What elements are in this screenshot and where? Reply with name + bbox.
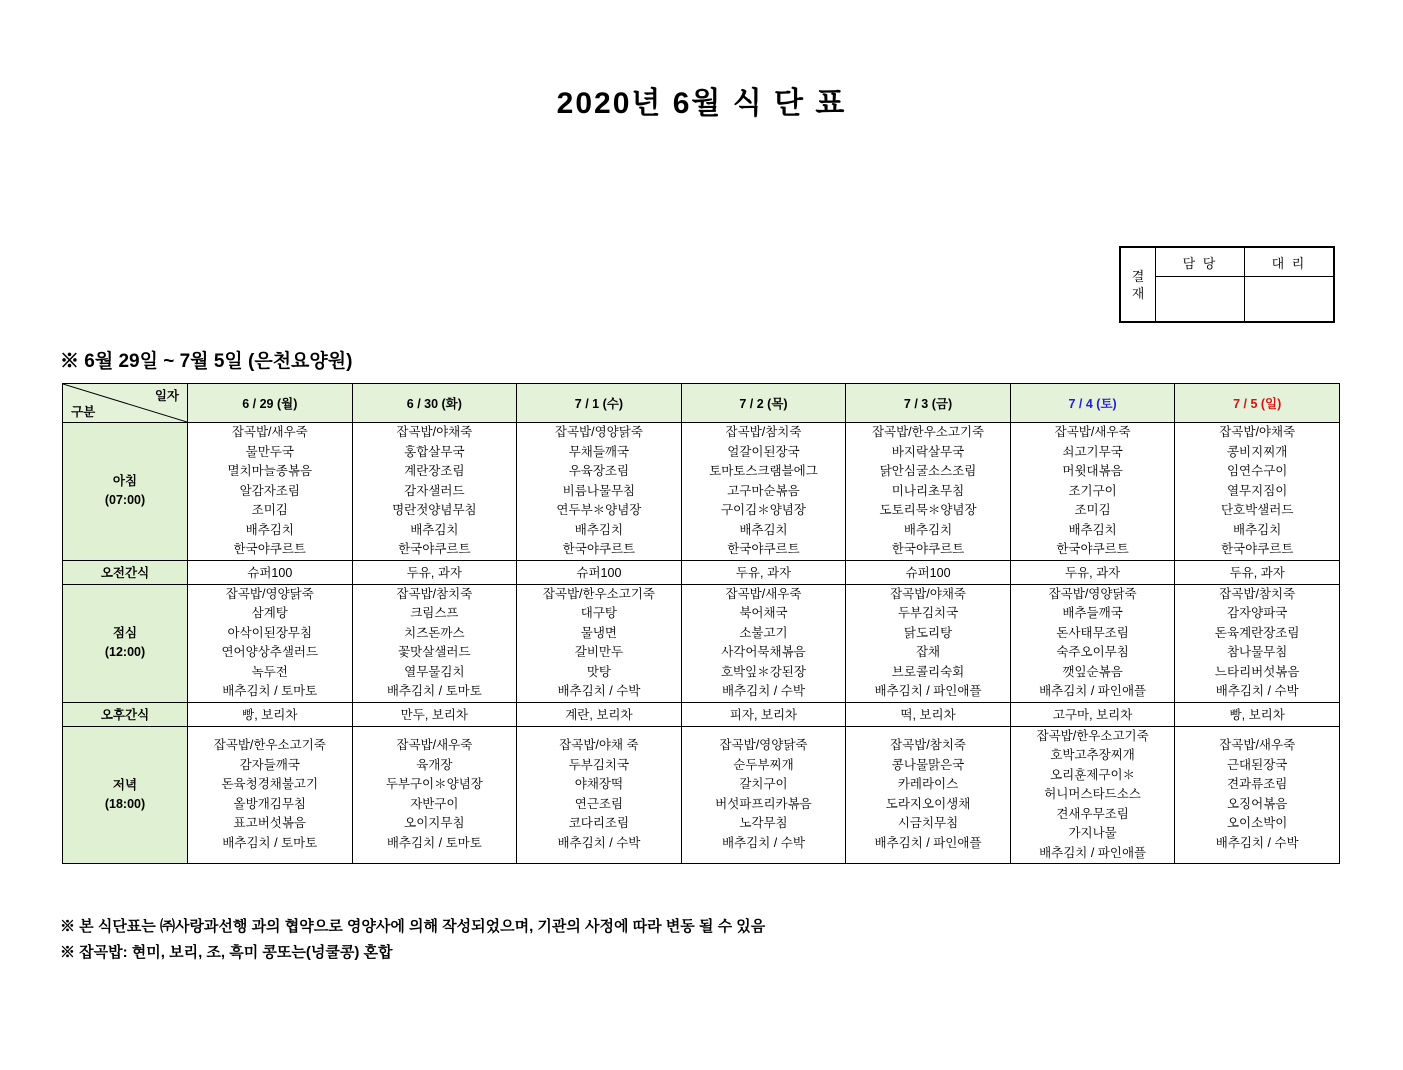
row-label-lunch-name: 점심 — [112, 626, 138, 640]
menu-table-wrapper — [62, 383, 1340, 864]
menu-cell: 잡곡밥/새우죽 물만두국 멸치마늘종볶음 알감자조림 조미김 배추김치 한국야쿠르트 — [188, 423, 353, 561]
corner-date-label: 일자 — [154, 389, 179, 403]
menu-cell: 두유, 과자 — [1175, 560, 1340, 584]
menu-cell: 슈퍼100 — [188, 560, 353, 584]
menu-cell: 잡곡밥/영양닭죽 삼계탕 아삭이된장무침 연어양상추샐러드 녹두전 배추김치 / 토마토 — [188, 584, 353, 702]
menu-cell: 잡곡밥/참치죽 크림스프 치즈돈까스 꽃맛살샐러드 열무물김치 배추김치 / 토마토 — [352, 584, 517, 702]
approval-label-line2: 재 — [1131, 285, 1145, 301]
row-label-afternoon-snack: 오후간식 — [63, 702, 188, 726]
menu-cell: 잡곡밥/새우죽 근대된장국 견과류조림 오징어볶음 오이소박이 배추김치 / 수박 — [1175, 726, 1340, 864]
menu-cell: 잡곡밥/야채죽 두부김치국 닭도리탕 잡채 브로콜리숙회 배추김치 / 파인애플 — [846, 584, 1011, 702]
day-header-1: 6 / 29 (월) — [188, 384, 353, 423]
table-header-row — [63, 384, 1340, 423]
day-header-7: 7 / 5 (일) — [1175, 384, 1340, 423]
row-label-breakfast-name: 아침 — [112, 474, 138, 489]
day-header-3: 7 / 1 (수) — [517, 384, 682, 423]
page-title: 2020년 6월 식 단 표 — [556, 87, 847, 120]
approval-signature-1[interactable] — [1156, 277, 1245, 322]
menu-cell: 잡곡밥/한우소고기죽 대구탕 물냉면 갈비만두 맛탕 배추김치 / 수박 — [517, 584, 682, 702]
period-label: ※ 6월 29일 ~ 7월 5일 (은천요양원) — [60, 351, 353, 372]
menu-cell: 잡곡밥/새우죽 육개장 두부구이＊양념장 자반구이 오이지무침 배추김치 / 토마토 — [352, 726, 517, 864]
menu-cell: 잡곡밥/야채죽 홍합살무국 계란장조림 감자샐러드 명란젓양념무침 배추김치 한국야쿠르트 — [352, 423, 517, 561]
approval-column-2: 대 리 — [1245, 248, 1334, 277]
menu-cell: 잡곡밥/영양닭죽 배추들깨국 돈사태무조림 숙주오이무침 깻잎순볶음 배추김치 / 파인애플 — [1010, 584, 1175, 702]
table-row-lunch — [63, 584, 1340, 702]
menu-cell: 잡곡밥/새우죽 북어채국 소불고기 사각어묵채볶음 호박잎＊강된장 배추김치 / 수박 — [681, 584, 846, 702]
menu-cell: 두유, 과자 — [1010, 560, 1175, 584]
menu-cell: 빵, 보리차 — [188, 702, 353, 726]
menu-cell: 슈퍼100 — [517, 560, 682, 584]
table-row-afternoon-snack — [63, 702, 1340, 726]
menu-cell: 빵, 보리차 — [1175, 702, 1340, 726]
footer-notes — [60, 914, 765, 966]
row-label-dinner-time: (18:00) — [104, 796, 146, 811]
table-row-morning-snack — [63, 560, 1340, 584]
approval-box — [1119, 246, 1335, 323]
menu-table — [62, 383, 1340, 864]
approval-signature-2[interactable] — [1245, 277, 1334, 322]
menu-cell: 계란, 보리차 — [517, 702, 682, 726]
menu-cell: 만두, 보리차 — [352, 702, 517, 726]
menu-cell: 잡곡밥/새우죽 쇠고기무국 머윗대볶음 조기구이 조미김 배추김치 한국야쿠르트 — [1010, 423, 1175, 561]
menu-cell: 잡곡밥/참치죽 콩나물맑은국 카레라이스 도라지오이생채 시금치무침 배추김치 / 파인애플 — [846, 726, 1011, 864]
menu-cell: 두유, 과자 — [352, 560, 517, 584]
menu-cell: 잡곡밥/참치죽 얼갈이된장국 토마토스크램블에그 고구마순볶음 구이김＊양념장 배추김치 한국야쿠르트 — [681, 423, 846, 561]
menu-cell: 잡곡밥/한우소고기죽 호박고추장찌개 오리훈제구이＊ 허니머스타드소스 견새우무조림 가지나물 배추김치 / 파인애플 — [1010, 726, 1175, 864]
footer-note-1: ※ 본 식단표는 ㈜사랑과선행 과의 협약으로 영양사에 의해 작성되었으며, 기관의 사정에 따라 변동 될 수 있음 — [60, 918, 766, 935]
menu-cell: 잡곡밥/참치죽 감자양파국 돈육계란장조림 참나물무침 느타리버섯볶음 배추김치 / 수박 — [1175, 584, 1340, 702]
menu-table-body — [63, 423, 1340, 864]
menu-cell: 잡곡밥/야채 죽 두부김치국 야채장떡 연근조림 코다리조림 배추김치 / 수박 — [517, 726, 682, 864]
menu-cell: 잡곡밥/영양닭죽 무채들깨국 우육장조림 비름나물무침 연두부＊양념장 배추김치 한국야쿠르트 — [517, 423, 682, 561]
row-label-dinner-name: 저녁 — [112, 777, 138, 792]
row-label-lunch-time: (12:00) — [104, 645, 146, 659]
menu-cell: 잡곡밥/한우소고기죽 감자들깨국 돈육청경채불고기 올방개김무침 표고버섯볶음 배추김치 / 토마토 — [188, 726, 353, 864]
day-header-5: 7 / 3 (금) — [846, 384, 1011, 423]
table-row-breakfast — [63, 423, 1340, 561]
table-corner-header — [63, 384, 188, 423]
row-label-breakfast-time: (07:00) — [104, 493, 146, 508]
menu-cell: 잡곡밥/야채죽 콩비지찌개 임연수구이 열무지짐이 단호박샐러드 배추김치 한국야쿠르트 — [1175, 423, 1340, 561]
approval-label — [1121, 248, 1156, 322]
menu-cell: 슈퍼100 — [846, 560, 1011, 584]
menu-document-page — [0, 78, 1403, 1070]
row-label-morning-snack: 오전간식 — [63, 560, 188, 584]
menu-cell: 잡곡밥/영양닭죽 순두부찌개 갈치구이 버섯파프리카볶음 노각무침 배추김치 / 수박 — [681, 726, 846, 864]
table-row-dinner — [63, 726, 1340, 864]
footer-note-2: ※ 잡곡밥: 현미, 보리, 조, 흑미 콩또는(넝쿨콩) 혼합 — [60, 944, 393, 961]
menu-cell: 고구마, 보리차 — [1010, 702, 1175, 726]
day-header-4: 7 / 2 (목) — [681, 384, 846, 423]
row-label-breakfast — [63, 423, 188, 561]
menu-cell: 두유, 과자 — [681, 560, 846, 584]
row-label-lunch — [63, 584, 188, 702]
row-label-dinner — [63, 726, 188, 864]
approval-label-line1: 결 — [1131, 268, 1145, 284]
day-header-6: 7 / 4 (토) — [1010, 384, 1175, 423]
corner-type-label: 구분 — [71, 405, 96, 419]
menu-cell: 떡, 보리차 — [846, 702, 1011, 726]
menu-cell: 피자, 보리차 — [681, 702, 846, 726]
day-header-2: 6 / 30 (화) — [352, 384, 517, 423]
menu-cell: 잡곡밥/한우소고기죽 바지락살무국 닭안심굴소스조림 미나리초무침 도토리묵＊양념장 배추김치 한국야쿠르트 — [846, 423, 1011, 561]
approval-column-1: 담 당 — [1156, 248, 1245, 277]
